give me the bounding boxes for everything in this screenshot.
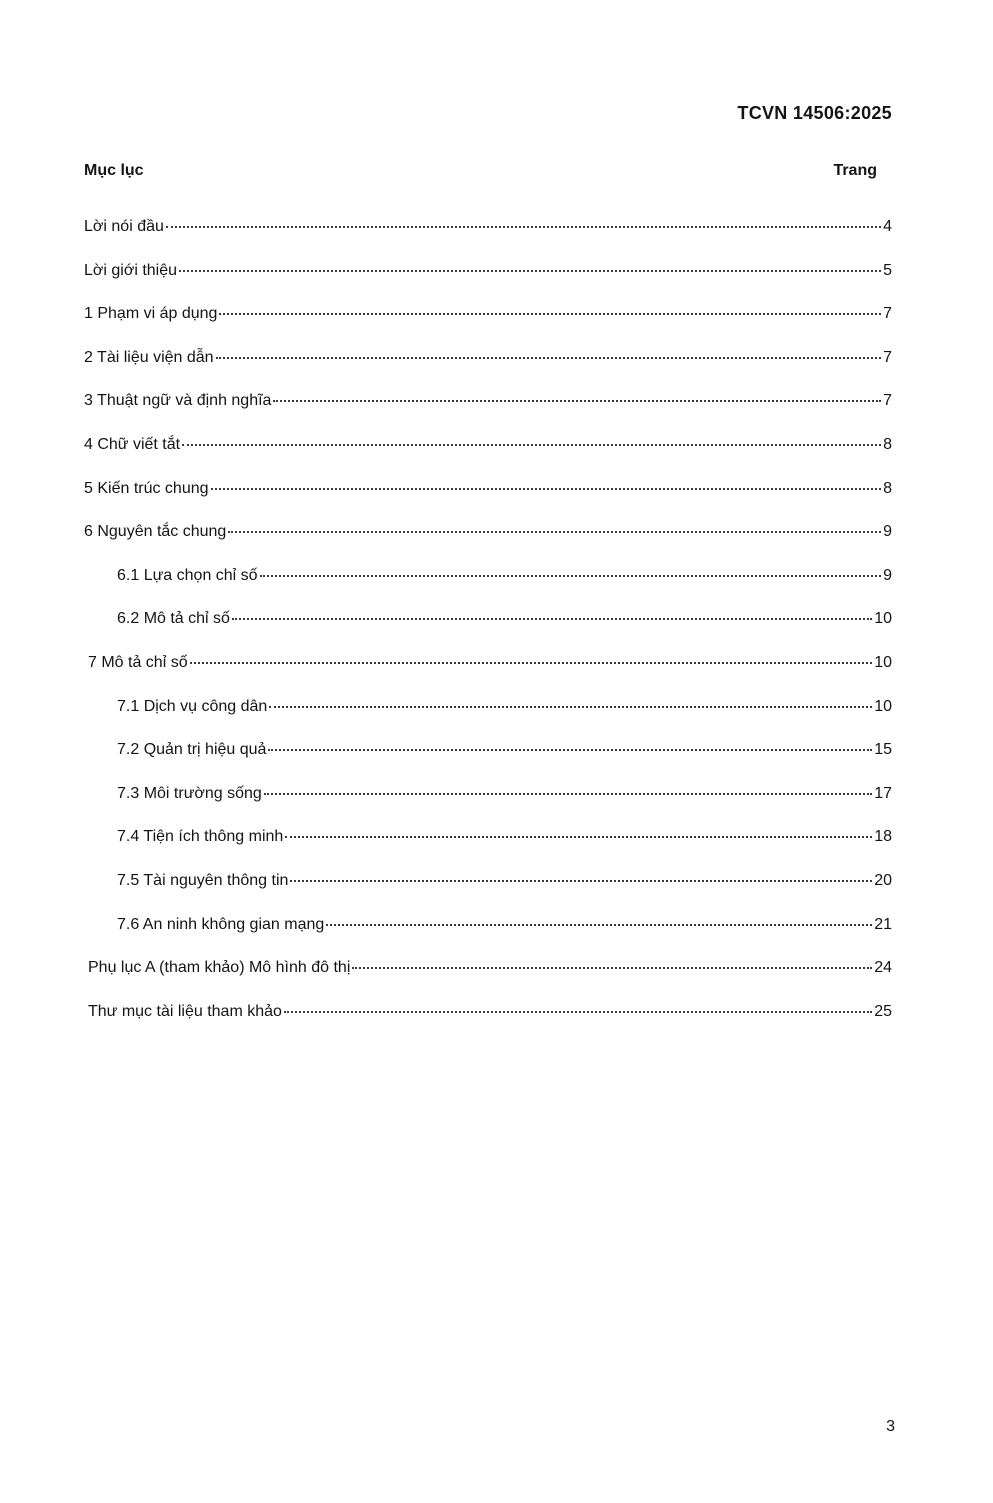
- toc-entry-page: 24: [874, 959, 892, 977]
- dot-leader: [216, 357, 882, 359]
- toc-entry-title: 4 Chữ viết tắt: [84, 435, 181, 453]
- toc-entry-title: 2 Tài liệu viện dẫn: [84, 348, 214, 366]
- toc-entry[interactable]: [0, 822, 993, 866]
- toc-entry-title: 7.4 Tiện ích thông minh: [117, 828, 284, 846]
- toc-entry[interactable]: [0, 299, 993, 343]
- toc-entry[interactable]: [0, 648, 993, 692]
- toc-entry-page: 7: [883, 305, 892, 323]
- toc-entry-title: Thư mục tài liệu tham khảo: [88, 1002, 282, 1020]
- dot-leader: [268, 749, 872, 751]
- table-of-contents: [0, 212, 993, 1040]
- toc-entry-page: 21: [874, 915, 892, 933]
- dot-leader: [232, 618, 872, 620]
- toc-entry-page: 7: [883, 348, 892, 366]
- toc-entry[interactable]: [0, 866, 993, 910]
- toc-entry[interactable]: [0, 997, 993, 1041]
- toc-entry-page: 18: [874, 828, 892, 846]
- toc-entry-title: 7.5 Tài nguyên thông tin: [117, 871, 289, 889]
- toc-entry[interactable]: [0, 604, 993, 648]
- toc-entry[interactable]: [0, 474, 993, 518]
- toc-entry[interactable]: [0, 692, 993, 736]
- toc-entry-page: 8: [883, 479, 892, 497]
- toc-entry[interactable]: [0, 910, 993, 954]
- dot-leader: [284, 1011, 872, 1013]
- document-code: TCVN 14506:2025: [737, 103, 892, 123]
- dot-leader: [264, 793, 872, 795]
- toc-entry[interactable]: [0, 561, 993, 605]
- toc-entry-title: Phụ lục A (tham khảo) Mô hình đô thị: [88, 959, 351, 977]
- dot-leader: [190, 662, 873, 664]
- toc-entry[interactable]: [0, 735, 993, 779]
- page-number: 3: [886, 1418, 895, 1435]
- toc-entry-title: 6 Nguyên tắc chung: [84, 523, 227, 541]
- toc-entry-page: 10: [874, 653, 892, 671]
- dot-leader: [285, 836, 872, 838]
- toc-entry-page: 4: [883, 218, 892, 235]
- toc-entry[interactable]: [0, 779, 993, 823]
- toc-entry-title: 7.6 An ninh không gian mạng: [117, 915, 325, 933]
- toc-entry-title: 6.1 Lựa chọn chỉ số: [117, 566, 258, 584]
- toc-entry[interactable]: [0, 386, 993, 430]
- toc-entry-title: 1 Phạm vi áp dụng: [84, 305, 218, 323]
- dot-leader: [290, 880, 872, 882]
- dot-leader: [260, 575, 882, 577]
- page-column-title: Trang: [833, 162, 877, 179]
- toc-entry-page: 8: [883, 435, 892, 453]
- toc-entry[interactable]: [0, 212, 993, 256]
- toc-entry-title: 3 Thuật ngữ và định nghĩa: [84, 392, 272, 410]
- dot-leader: [273, 400, 881, 402]
- dot-leader: [211, 488, 882, 490]
- toc-entry-page: 9: [883, 566, 892, 584]
- dot-leader: [179, 270, 881, 272]
- toc-entry-page: 25: [874, 1002, 892, 1020]
- toc-entry-title: 7.2 Quản trị hiệu quả: [117, 741, 267, 759]
- toc-entry-page: 5: [883, 261, 892, 279]
- toc-entry-page: 15: [874, 741, 892, 759]
- dot-leader: [269, 706, 872, 708]
- toc-entry-page: 7: [883, 392, 892, 410]
- dot-leader: [219, 313, 881, 315]
- dot-leader: [228, 531, 881, 533]
- toc-entry[interactable]: [0, 430, 993, 474]
- toc-entry[interactable]: [0, 517, 993, 561]
- toc-entry[interactable]: [0, 343, 993, 387]
- dot-leader: [326, 924, 872, 926]
- toc-entry[interactable]: [0, 256, 993, 300]
- dot-leader: [166, 226, 881, 228]
- toc-entry[interactable]: [0, 953, 993, 997]
- dot-leader: [352, 967, 872, 969]
- toc-title: Mục lục: [84, 162, 144, 179]
- toc-entry-title: Lời nói đầu: [84, 218, 164, 235]
- toc-entry-title: 7 Mô tả chỉ số: [88, 653, 188, 671]
- toc-entry-page: 10: [874, 610, 892, 628]
- toc-entry-page: 10: [874, 697, 892, 715]
- toc-entry-title: 7.3 Môi trường sống: [117, 784, 262, 802]
- toc-entry-title: Lời giới thiệu: [84, 261, 178, 279]
- toc-entry-page: 9: [883, 523, 892, 541]
- toc-entry-page: 20: [874, 871, 892, 889]
- toc-entry-page: 17: [874, 784, 892, 802]
- dot-leader: [182, 444, 881, 446]
- toc-entry-title: 6.2 Mô tả chỉ số: [117, 610, 230, 628]
- toc-entry-title: 7.1 Dịch vụ công dân: [117, 697, 268, 715]
- toc-entry-title: 5 Kiến trúc chung: [84, 479, 209, 497]
